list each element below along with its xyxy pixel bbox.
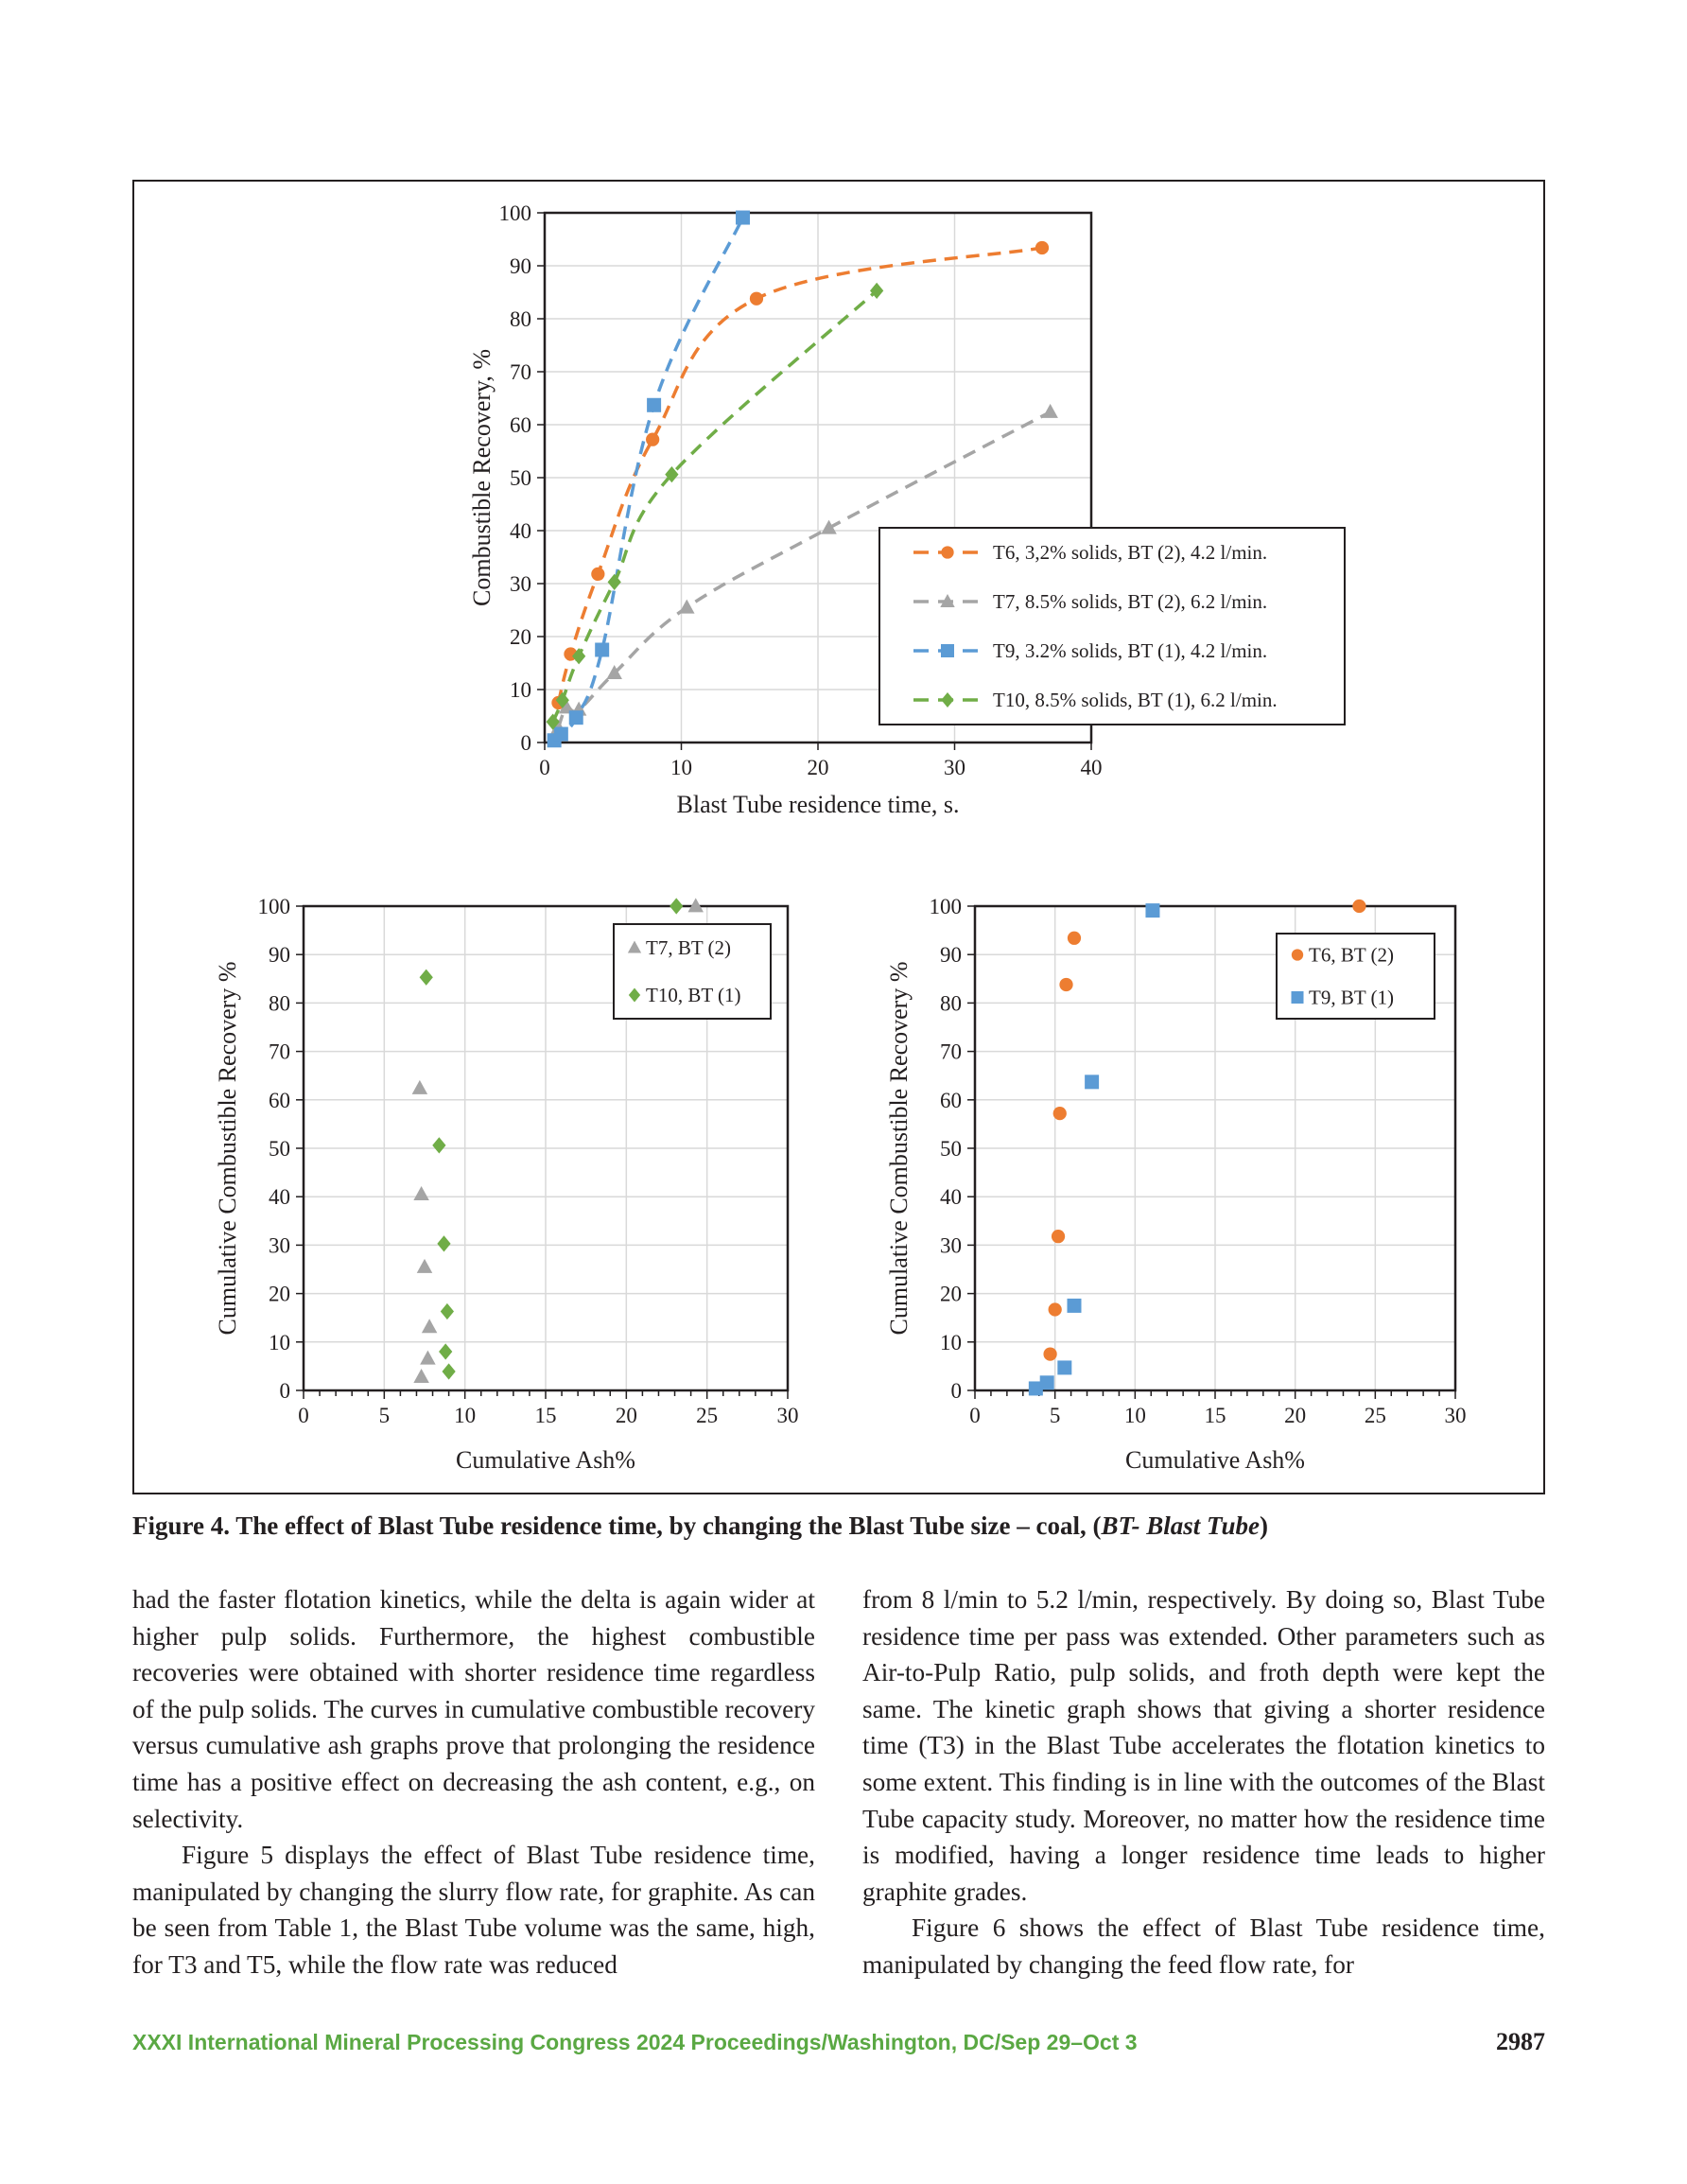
legend-marker: [941, 546, 953, 558]
x-tick-label: 0: [539, 756, 550, 779]
data-point: [420, 970, 433, 986]
legend-label: T7, 8.5% solids, BT (2), 6.2 l/min.: [993, 590, 1268, 613]
data-point: [591, 568, 604, 581]
y-tick-label: 30: [940, 1233, 962, 1258]
caption-italic: BT- Blast Tube: [1101, 1511, 1261, 1540]
x-tick-label: 15: [534, 1404, 557, 1427]
page-number: 2987: [1496, 2028, 1545, 2055]
footer-conference: XXXI International Mineral Processing Congress 2024 Proceedings/Washington, DC/Sep 29–Oct 3: [132, 2030, 1138, 2054]
x-tick-label: 25: [1364, 1404, 1386, 1427]
y-tick-label: 40: [510, 519, 531, 543]
data-point: [670, 898, 683, 914]
data-point: [422, 1319, 438, 1333]
data-point: [1057, 1360, 1071, 1374]
data-point: [1059, 978, 1072, 991]
x-tick-label: 40: [1080, 756, 1103, 779]
data-point: [420, 1351, 436, 1365]
data-point: [437, 1235, 450, 1251]
paragraph: had the faster flotation kinetics, while the delta is again wider at higher pulp solids. Furthermore, the highest combustible recoveries were obtained with shorter residence time regardless of the pulp solids. The curves in cumulative combustible recovery versus cumulative ash graphs prove that prolonging the residence time has a positive effect on decreasing the ash content, e.g., on selectivity.: [132, 1585, 815, 1833]
ash-chart-t7-t10: [203, 889, 827, 1494]
legend-label: T6, 3,2% solids, BT (2), 4.2 l/min.: [993, 541, 1268, 564]
y-tick-label: 90: [510, 254, 531, 278]
y-tick-label: 40: [940, 1185, 962, 1210]
x-tick-label: 20: [807, 756, 829, 779]
data-point: [439, 1343, 452, 1359]
body-column-left: [132, 1581, 815, 1983]
y-tick-label: 80: [269, 991, 290, 1016]
x-tick-label: 10: [1123, 1404, 1146, 1427]
data-point: [736, 211, 750, 225]
x-tick-label: 20: [1284, 1404, 1307, 1427]
y-tick-label: 80: [940, 991, 962, 1016]
paragraph: Figure 5 displays the effect of Blast Tube residence time, manipulated by changing the slurry flow rate, for graphite. As can be seen from Table 1, the Blast Tube volume was the same, high, for T3 and T5, while the flow rate was reduced: [132, 1841, 815, 1979]
x-tick-label: 5: [378, 1404, 391, 1427]
x-tick-label: 30: [776, 1404, 799, 1427]
caption-main: Figure 4. The effect of Blast Tube residence time, by changing the Blast Tube size – coal, (: [132, 1511, 1102, 1540]
data-point: [750, 292, 763, 306]
y-tick-label: 50: [940, 1137, 962, 1161]
x-tick-label: 10: [670, 756, 692, 779]
data-point: [554, 727, 568, 742]
y-tick-label: 20: [940, 1282, 962, 1306]
data-point: [569, 710, 583, 725]
data-point: [432, 1137, 445, 1153]
y-tick-label: 80: [510, 307, 531, 331]
data-point: [1053, 1107, 1067, 1120]
y-tick-label: 50: [510, 466, 531, 490]
y-tick-label: 60: [510, 413, 531, 437]
x-axis-label: Blast Tube residence time, s.: [676, 791, 960, 818]
legend-marker: [1292, 991, 1304, 1004]
y-tick-label: 30: [269, 1233, 290, 1258]
x-tick-label: 5: [1049, 1404, 1061, 1427]
data-point: [1352, 900, 1365, 913]
y-tick-label: 100: [257, 895, 290, 918]
x-axis-label: Cumulative Ash%: [456, 1446, 635, 1474]
data-point: [1049, 1302, 1062, 1316]
data-point: [646, 433, 659, 446]
y-tick-label: 10: [269, 1330, 290, 1354]
data-point: [412, 1080, 428, 1094]
legend-label: T10, BT (1): [646, 984, 741, 1006]
ash-chart-t6-t9: [875, 889, 1499, 1494]
y-tick-label: 90: [940, 943, 962, 968]
x-axis-label: Cumulative Ash%: [1125, 1446, 1305, 1474]
data-point: [647, 398, 661, 412]
legend-label: T9, BT (1): [1309, 986, 1395, 1009]
caption-end: ): [1260, 1511, 1269, 1540]
y-tick-label: 50: [269, 1137, 290, 1161]
data-point: [1067, 1299, 1081, 1313]
legend-label: T10, 8.5% solids, BT (1), 6.2 l/min.: [993, 689, 1278, 711]
data-point: [413, 1186, 429, 1200]
y-tick-label: 70: [269, 1040, 290, 1064]
legend-label: T9, 3.2% solids, BT (1), 4.2 l/min.: [993, 639, 1268, 662]
y-tick-label: 10: [510, 678, 531, 702]
data-point: [1085, 1075, 1099, 1089]
data-point: [608, 574, 621, 590]
residence-time-chart: [454, 199, 1362, 842]
y-tick-label: 20: [510, 625, 531, 649]
body-column-right: [862, 1581, 1545, 1983]
y-tick-label: 30: [510, 572, 531, 596]
data-point: [1052, 1230, 1065, 1243]
x-tick-label: 20: [615, 1404, 637, 1427]
data-point: [1068, 932, 1081, 945]
y-tick-label: 100: [929, 895, 962, 918]
y-tick-label: 60: [269, 1088, 290, 1112]
legend-marker: [1292, 949, 1303, 960]
y-tick-label: 10: [940, 1330, 962, 1354]
legend-label: T6, BT (2): [1309, 943, 1395, 967]
y-axis-label: Cumulative Combustible Recovery %: [885, 961, 913, 1336]
series-line: [554, 218, 742, 741]
data-point: [442, 1363, 455, 1379]
data-point: [595, 643, 609, 657]
paragraph: from 8 l/min to 5.2 l/min, respectively. By doing so, Blast Tube residence time per pass was extended. Other parameters such as Air-to-Pulp Ratio, pulp solids, and froth depth were kept the same. The kinetic graph shows that giving a shorter residence time (T3) in the Blast Tube accelerates the flotation kinetics to some extent. This finding is in line with the outcomes of the Blast Tube capacity study. Moreover, no matter how the residence time is modified, having a longer residence time leads to higher graphite grades.: [862, 1585, 1545, 1906]
legend-marker: [941, 644, 954, 657]
paragraph: Figure 6 shows the effect of Blast Tube residence time, manipulated by changing the feed flow rate, for: [862, 1913, 1545, 1979]
y-tick-label: 0: [279, 1379, 290, 1403]
data-point: [1043, 1347, 1056, 1360]
y-tick-label: 40: [269, 1185, 290, 1210]
y-tick-label: 100: [498, 201, 531, 225]
x-tick-label: 0: [298, 1404, 309, 1427]
y-axis-label: Combustible Recovery, %: [468, 349, 496, 606]
y-tick-label: 90: [269, 943, 290, 968]
x-tick-label: 25: [696, 1404, 719, 1427]
data-point: [1040, 1375, 1054, 1389]
data-point: [413, 1369, 429, 1383]
y-axis-label: Cumulative Combustible Recovery %: [214, 961, 241, 1336]
y-tick-label: 0: [950, 1379, 962, 1403]
y-tick-label: 70: [940, 1040, 962, 1064]
figure-caption: [132, 1511, 1545, 1541]
legend-label: T7, BT (2): [646, 936, 732, 959]
y-tick-label: 70: [510, 360, 531, 384]
x-tick-label: 30: [944, 756, 965, 779]
y-tick-label: 0: [520, 731, 531, 755]
y-tick-label: 60: [940, 1088, 962, 1112]
data-point: [441, 1303, 454, 1319]
data-point: [1035, 241, 1049, 254]
data-point: [1042, 404, 1058, 418]
x-tick-label: 10: [454, 1404, 477, 1427]
data-point: [1145, 903, 1159, 917]
data-point: [417, 1259, 433, 1273]
x-tick-label: 30: [1444, 1404, 1467, 1427]
y-tick-label: 20: [269, 1282, 290, 1306]
x-tick-label: 15: [1204, 1404, 1226, 1427]
x-tick-label: 0: [969, 1404, 981, 1427]
